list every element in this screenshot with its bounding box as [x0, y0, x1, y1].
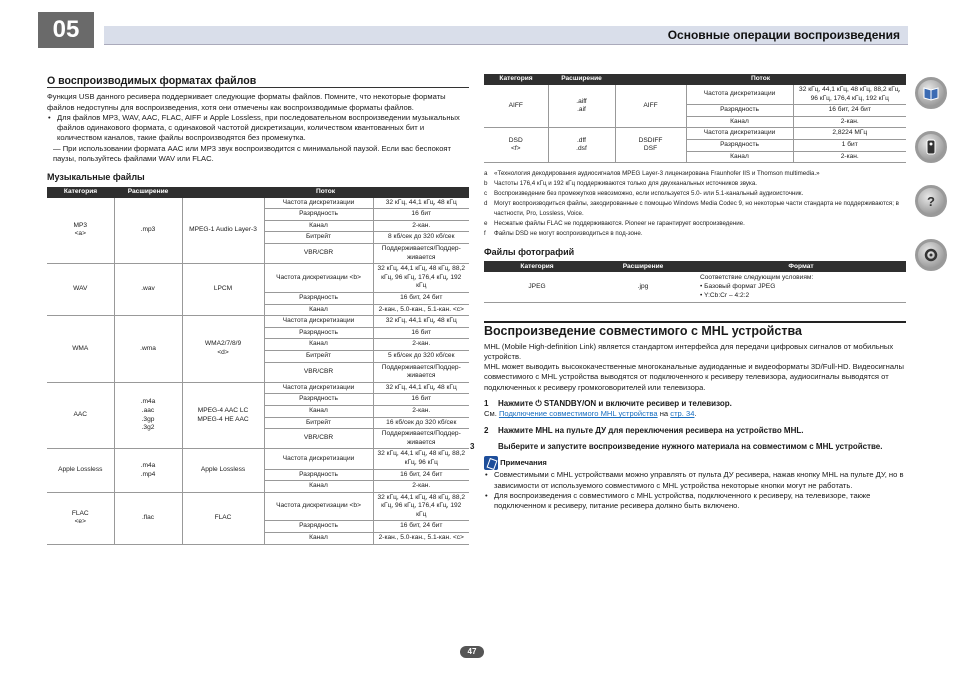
property-cell: Канал — [686, 116, 793, 128]
property-cell: Разрядность — [264, 469, 373, 481]
property-cell: Разрядность — [264, 327, 373, 339]
page-number: 47 — [460, 646, 484, 658]
mhl-connection-link[interactable]: Подключение совместимого MHL устройства — [498, 409, 658, 419]
right-column — [470, 74, 906, 511]
stream-cell: Apple Lossless — [182, 449, 264, 492]
value-cell: 16 бит — [373, 394, 469, 406]
power-icon: ⏻ — [535, 399, 542, 409]
extension-cell: .aiff .aif — [548, 85, 615, 128]
table-row — [47, 382, 469, 394]
footnote: d Могут воспроизводиться файлы, закодированные с помощью Windows Media Codec 9, но некоторые части стандарта не поддерживаются; в частности, Pro, Lossless, Voice. — [484, 200, 899, 218]
property-cell: Частота дискретизации — [686, 128, 793, 140]
left-column — [47, 76, 469, 545]
chapter-number: 05 — [38, 12, 94, 48]
value-cell: 32 кГц, 44,1 кГц, 48 кГц, 88,2 кГц, 96 кГц, 176,4 кГц, 192 кГц — [373, 492, 469, 521]
see-reference: См. Подключение совместимого MHL устройства на стр. 34. — [484, 409, 697, 419]
music-formats-table-cont — [484, 74, 906, 163]
notes-title: Примечания — [484, 456, 906, 470]
col-category: Категория — [47, 187, 114, 198]
property-cell: Разрядность — [264, 521, 373, 533]
value-cell: 2-кан., 5.0-кан., 5.1-кан. <c> — [373, 304, 469, 316]
mhl-heading: Воспроизведение совместимого с MHL устройства — [484, 321, 906, 336]
value-cell: 2-кан. — [373, 220, 469, 232]
value-cell: 8 кб/сек до 320 кб/сек — [373, 232, 469, 244]
category-cell: Apple Lossless — [47, 449, 114, 492]
category-cell: AAC — [47, 382, 114, 449]
property-cell: Битрейт — [264, 417, 373, 429]
property-cell: Разрядность — [686, 105, 793, 117]
value-cell: 16 бит, 24 бит — [373, 293, 469, 305]
stream-cell: DSDIFF DSF — [615, 128, 686, 163]
page-link[interactable]: стр. 34 — [670, 409, 695, 419]
photo-format: Соответствие следующим условиям: • Базовый формат JPEG • Y:Cb:Cr – 4:2:2 — [696, 272, 906, 302]
category-cell: FLAC <e> — [47, 492, 114, 544]
property-cell: Частота дискретизации — [264, 316, 373, 328]
value-cell: Поддерживается/Поддер-живается — [373, 244, 469, 264]
property-cell: Канал — [264, 405, 373, 417]
property-cell: Частота дискретизации — [686, 85, 793, 105]
step-3: 3 Выберите и запустите воспроизведение нужного материала на совместимом с MHL устройстве. — [470, 441, 883, 451]
col-stream: Поток — [615, 74, 906, 85]
music-files-heading: Музыкальные файлы — [47, 172, 145, 183]
step-1: 1 Нажмите ⏻ STANDBY/ON и включите ресивер и телевизор. — [484, 399, 732, 409]
col-stream: Поток — [182, 187, 469, 198]
value-cell: 32 кГц, 44,1 кГц, 48 кГц, 88,2 кГц, 96 кГц — [373, 449, 469, 469]
property-cell: Канал — [264, 481, 373, 493]
mhl-description: MHL может выводить высококачественные многоканальные аудиоданные и видеоформаты 3D/Full-HD. Видеосигналы совместимого с MHL устройства выводятся от подключенного к ресиверу телевизора, аудиосигналы выводятся от подключенных к ресиверу громкоговорителей или телевизора. — [484, 362, 904, 392]
property-cell: Битрейт — [264, 232, 373, 244]
property-cell: Канал — [264, 339, 373, 351]
value-cell: 32 кГц, 44,1 кГц, 48 кГц, 88,2 кГц, 96 кГц, 176,4 кГц, 192 кГц — [793, 85, 906, 105]
extension-cell: .wav — [114, 264, 182, 316]
category-cell: AIFF — [484, 85, 548, 128]
photo-category: JPEG — [484, 272, 590, 302]
photo-files-heading: Файлы фотографий — [484, 247, 575, 258]
value-cell: 2-кан. — [373, 405, 469, 417]
music-formats-table — [47, 187, 469, 545]
stream-cell: AIFF — [615, 85, 686, 128]
property-cell: Канал — [686, 151, 793, 163]
property-cell: Частота дискретизации <b> — [264, 264, 373, 293]
value-cell: 32 кГц, 44,1 кГц, 48 кГц — [373, 198, 469, 209]
value-cell: 2,8224 МГц — [793, 128, 906, 140]
extension-cell: .mp3 — [114, 198, 182, 264]
property-cell: Частота дискретизации <b> — [264, 492, 373, 521]
intro-text: Функция USB данного ресивера поддерживает следующие форматы файлов. Помните, что некоторые форматы файлов недоступны для воспроизведения, хотя они отмечены как воспроизводимые форматы файлов. — [47, 92, 446, 112]
table-row — [47, 198, 469, 209]
value-cell: 2-кан. — [793, 116, 906, 128]
footnote: f Файлы DSD не могут воспроизводиться в под-зоне. — [484, 230, 643, 238]
property-cell: Разрядность — [686, 139, 793, 151]
value-cell: 2-кан. — [373, 339, 469, 351]
table-row — [47, 264, 469, 293]
mhl-note-1: • Совместимыми с MHL устройствами можно управлять от пульта ДУ ресивера, нажав кнопку MHL на пульте ДУ, но в зависимости от используемого совместимого с MHL устройства некоторые кнопки могут не работать. — [484, 470, 906, 491]
footnotes — [484, 169, 906, 239]
value-cell: 16 бит, 24 бит — [373, 521, 469, 533]
header-bar — [104, 26, 908, 45]
table-row — [47, 492, 469, 521]
table-row — [47, 316, 469, 328]
value-cell: 16 кб/сек до 320 кб/сек — [373, 417, 469, 429]
col-extension: Расширение — [590, 261, 696, 272]
section-title: Основные операции воспроизведения — [667, 28, 900, 42]
stream-cell: MPEG-1 Audio Layer-3 — [182, 198, 264, 264]
footnote: b Частоты 176,4 кГц и 192 кГц поддерживаются только для двухканальных источников звука. — [484, 180, 757, 188]
property-cell: Разрядность — [264, 209, 373, 221]
value-cell: 1 бит — [793, 139, 906, 151]
dash-note: — При использовании формата AAC или MP3 звук воспроизводится с минимальной паузой. Если вас беспокоят паузы, пользуйтесь файлами WAV или FLAC. — [53, 143, 452, 164]
property-cell: Частота дискретизации — [264, 198, 373, 209]
step-2: 2 Нажмите MHL на пульте ДУ для переключения ресивера на устройство MHL. — [484, 425, 804, 435]
property-cell: Канал — [264, 533, 373, 545]
table-row — [47, 449, 469, 469]
property-cell: VBR/CBR — [264, 362, 373, 382]
property-cell: VBR/CBR — [264, 244, 373, 264]
category-cell: WMA — [47, 316, 114, 383]
stream-cell: WMA2/7/8/9 <d> — [182, 316, 264, 383]
value-cell: 32 кГц, 44,1 кГц, 48 кГц — [373, 382, 469, 394]
value-cell: 16 бит — [373, 327, 469, 339]
value-cell: 5 кб/сек до 320 кб/сек — [373, 350, 469, 362]
property-cell: Разрядность — [264, 293, 373, 305]
property-cell: Битрейт — [264, 350, 373, 362]
col-category: Категория — [484, 74, 548, 85]
value-cell: 16 бит — [373, 209, 469, 221]
stream-cell: FLAC — [182, 492, 264, 544]
footnote: c Воспроизведение без промежутков невозможно, если используется 5.0- или 5.1-канальный аудиоисточник. — [484, 190, 804, 198]
help-icon[interactable] — [915, 185, 947, 217]
property-cell: Канал — [264, 304, 373, 316]
extension-cell: .m4a .mp4 — [114, 449, 182, 492]
stream-cell: MPEG-4 AAC LC MPEG-4 HE AAC — [182, 382, 264, 449]
value-cell: Поддерживается/Поддер-живается — [373, 429, 469, 449]
category-cell: WAV — [47, 264, 114, 316]
category-cell: DSD <f> — [484, 128, 548, 163]
category-cell: MP3 <a> — [47, 198, 114, 264]
value-cell: 16 бит, 24 бит — [793, 105, 906, 117]
col-format: Формат — [696, 261, 906, 272]
value-cell: Поддерживается/Поддер-живается — [373, 362, 469, 382]
footnote: e Несжатые файлы FLAC не поддерживаются. Pioneer не гарантирует воспроизведение. — [484, 220, 745, 228]
formats-heading: О воспроизводимых форматах файлов — [47, 76, 469, 88]
table-row — [484, 85, 906, 105]
value-cell: 32 кГц, 44,1 кГц, 48 кГц — [373, 316, 469, 328]
property-cell: Частота дискретизации — [264, 449, 373, 469]
book-icon[interactable] — [915, 77, 947, 109]
photo-extension: .jpg — [590, 272, 696, 302]
col-extension: Расширение — [548, 74, 615, 85]
value-cell: 2-кан. — [373, 481, 469, 493]
footnote: a «Технология декодирования аудиосигналов MPEG Layer-3 лицензирована Fraunhofer IIS и Thomson multimedia.» — [484, 170, 820, 178]
svg-text:?: ? — [927, 194, 935, 209]
value-cell: 2-кан. — [793, 151, 906, 163]
mhl-note-2: • Для воспроизведения с совместимого с MHL устройства, подключенного к ресиверу, на телевизоре, также подключенном к ресиверу, питание ресивера должно быть включено. — [484, 491, 906, 512]
property-cell: VBR/CBR — [264, 429, 373, 449]
extension-cell: .dff .dsf — [548, 128, 615, 163]
value-cell: 32 кГц, 44,1 кГц, 48 кГц, 88,2 кГц, 96 кГц, 176,4 кГц, 192 кГц — [373, 264, 469, 293]
gapless-bullet: • Для файлов MP3, WAV, AAC, FLAC, AIFF и Apple Lossless, при последовательном воспроизведении музыкальных файлов одинакового формата, с одинаковой частотой дискретизации, количеством квантованных бит и количеством каналов, такие файлы воспроизводятся без промежутка. — [47, 113, 469, 144]
property-cell: Разрядность — [264, 394, 373, 406]
property-cell: Частота дискретизации — [264, 382, 373, 394]
extension-cell: .m4a .aac .3gp .3g2 — [114, 382, 182, 449]
value-cell: 16 бит, 24 бит — [373, 469, 469, 481]
extension-cell: .wma — [114, 316, 182, 383]
note-icon — [484, 456, 498, 470]
extension-cell: .flac — [114, 492, 182, 544]
property-cell: Канал — [264, 220, 373, 232]
stream-cell: LPCM — [182, 264, 264, 316]
col-category: Категория — [484, 261, 590, 272]
table-row — [484, 128, 906, 140]
remote-icon[interactable] — [915, 131, 947, 163]
settings-icon[interactable] — [915, 239, 947, 271]
value-cell: 2-кан., 5.0-кан., 5.1-кан. <c> — [373, 533, 469, 545]
photo-formats-table — [484, 261, 906, 303]
col-extension: Расширение — [114, 187, 182, 198]
mhl-intro: MHL (Mobile High-definition Link) является стандартом интерфейса для передачи цифровых сигналов от мобильных устройств. — [484, 341, 894, 361]
